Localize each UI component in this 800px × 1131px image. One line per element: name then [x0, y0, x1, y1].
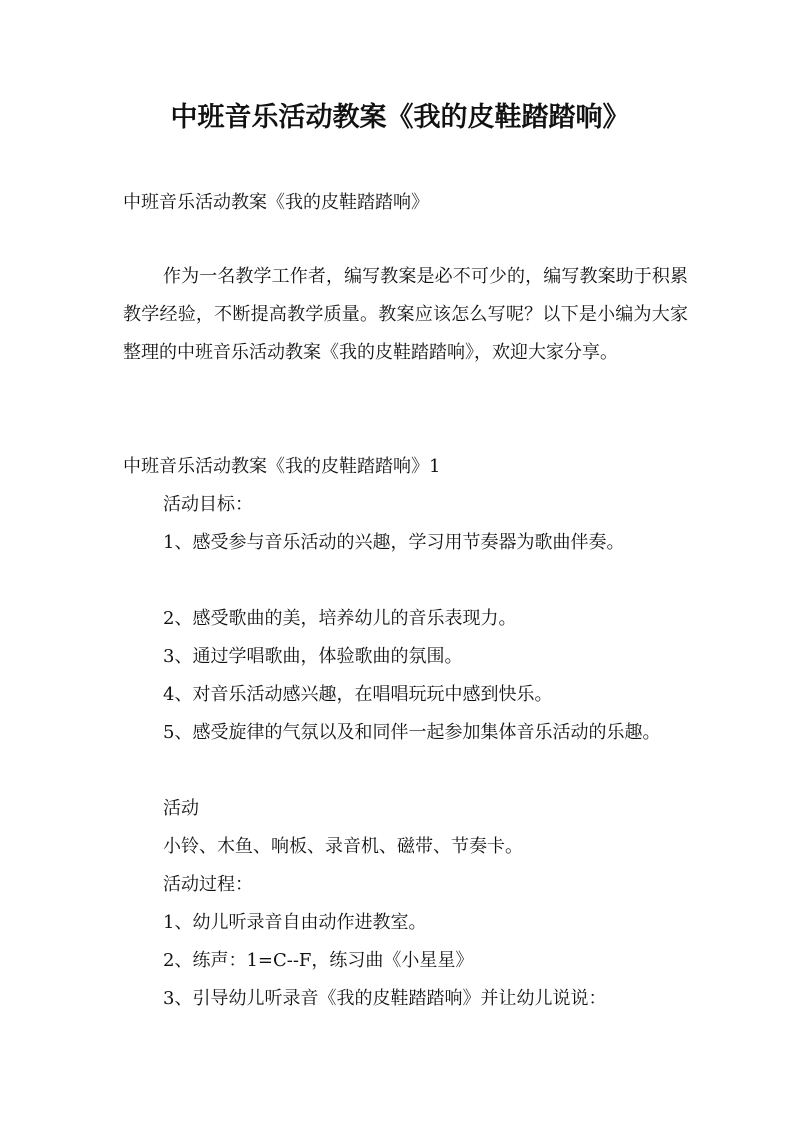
document-title: 中班音乐活动教案《我的皮鞋踏踏响》 [170, 102, 630, 133]
prep-heading: 活动 [163, 798, 199, 819]
intro-paragraph: 作为一名教学工作者，编写教案是必不可少的，编写教案助于积累教学经验，不断提高教学质量。教案应该怎么写呢？以下是小编为大家整理的中班音乐活动教案《我的皮鞋踏踏响》，欢迎大家分享。 [123, 266, 688, 363]
prep-items: 小铃、木鱼、响板、录音机、磁带、节奏卡。 [163, 836, 523, 857]
goal-item: 3、通过学唱歌曲，体验歌曲的氛围。 [163, 646, 463, 667]
process-step: 1、幼儿听录音自由动作进教室。 [163, 912, 427, 933]
goal-item: 5、感受旋律的气氛以及和同伴一起参加集体音乐活动的乐趣。 [163, 722, 661, 743]
section-heading: 中班音乐活动教案《我的皮鞋踏踏响》1 [123, 456, 441, 477]
goal-item: 2、感受歌曲的美，培养幼儿的音乐表现力。 [163, 608, 517, 629]
process-step: 3、引导幼儿听录音《我的皮鞋踏踏响》并让幼儿说说： [163, 988, 607, 1009]
document-subtitle: 中班音乐活动教案《我的皮鞋踏踏响》 [123, 192, 429, 213]
goal-item: 4、对音乐活动感兴趣，在唱唱玩玩中感到快乐。 [163, 684, 553, 705]
goal-item: 1、感受参与音乐活动的兴趣，学习用节奏器为歌曲伴奏。 [163, 532, 625, 553]
process-heading: 活动过程： [163, 874, 253, 895]
process-step: 2、练声：1=C--F，练习曲《小星星》 [163, 950, 474, 971]
goals-heading: 活动目标： [163, 494, 253, 515]
